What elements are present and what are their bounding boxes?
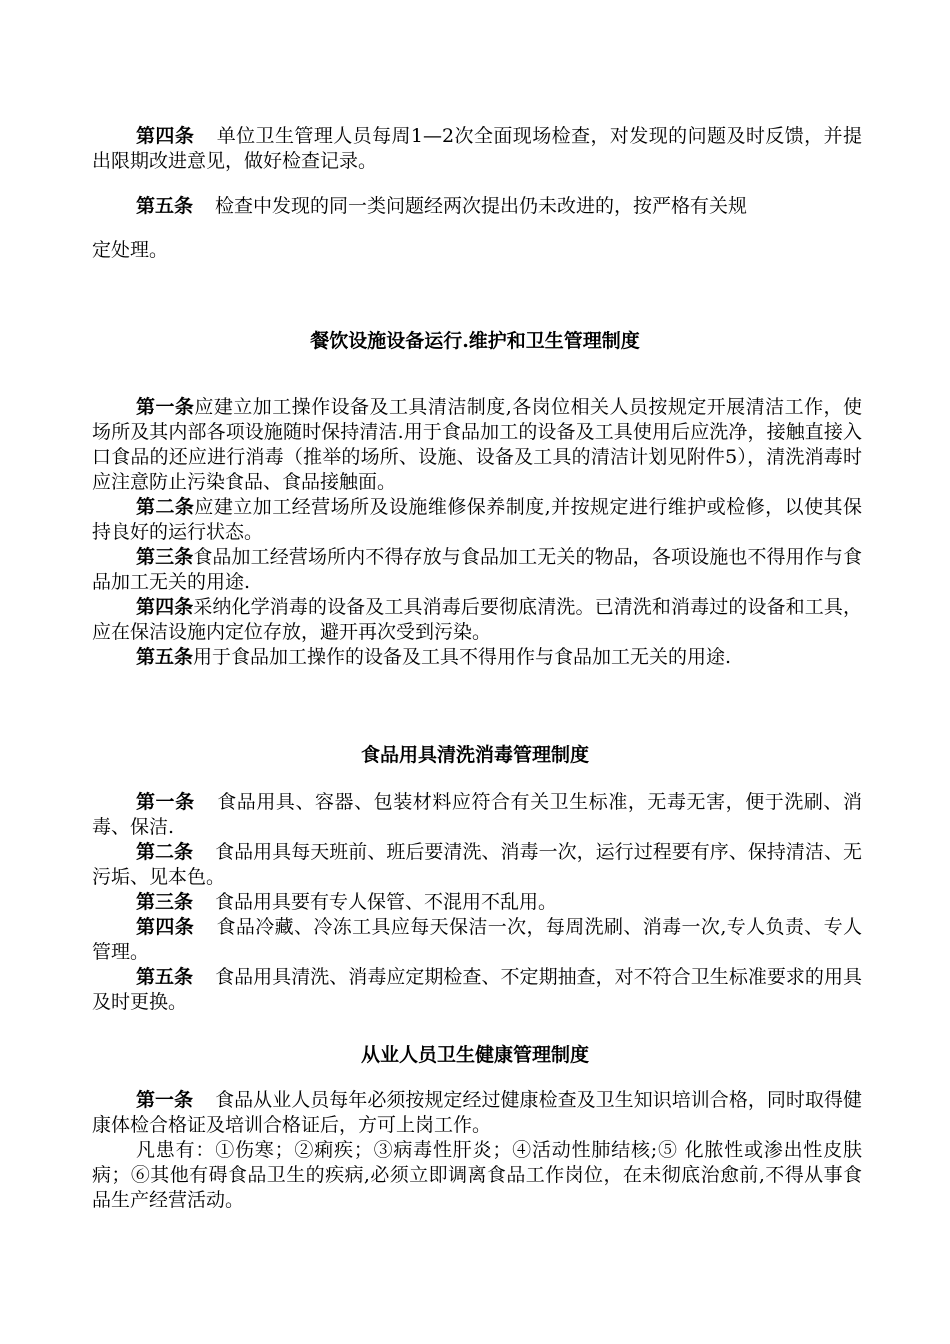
article <box>92 915 862 965</box>
article-text: 应建立加工操作设备及工具清洁制度,各岗位相关人员按规定开展清洁工作，使场所及其内部各项设施随时保持清洁.用于食品加工的设备及工具使用后应洗净，接触直接入口食品的还应进行消毒（推举的场所、设施、设备及工具的清洁计划见附件5），清洗消毒时应注意防止污染食品、食品接触面。 <box>92 396 862 493</box>
article-number: 第五条 <box>136 646 194 668</box>
section-3-body <box>0 1088 950 1213</box>
article <box>92 840 862 890</box>
paragraph <box>92 1138 862 1213</box>
article <box>92 595 862 645</box>
article-number: 第二条 <box>136 841 194 863</box>
article-text: 用于食品加工操作的设备及工具不得用作与食品加工无关的用途. <box>193 646 732 668</box>
article-number: 第四条 <box>136 916 195 938</box>
article-text: 定处理。 <box>92 239 169 261</box>
article <box>92 645 862 670</box>
article-text: 食品加工经营场所内不得存放与食品加工无关的物品，各项设施也不得用作与食品加工无关的用途. <box>92 546 862 593</box>
article-number: 第一条 <box>136 396 195 418</box>
article <box>92 790 862 840</box>
article <box>92 890 862 915</box>
article-text: 食品用具清洗、消毒应定期检查、不定期抽查，对不符合卫生标准要求的用具及时更换。 <box>92 966 862 1013</box>
article-text: 应建立加工经营场所及设施维修保养制度,并按规定进行维护或检修，以使其保持良好的运行状态。 <box>92 496 862 543</box>
section-2-body <box>0 790 950 1015</box>
article-text: 食品冷藏、冷冻工具应每天保洁一次，每周洗刷、消毒一次,专人负责、专人管理。 <box>92 916 862 963</box>
article-text: 凡患有：①伤寒；②痢疾；③病毒性肝炎；④活动性肺结核;⑤ 化脓性或渗出性皮肤病；⑥其他有碍食品卫生的疾病,必须立即调离食品工作岗位，在未彻底治愈前,不得从事食品生产经营活动。 <box>92 1139 862 1211</box>
article-number: 第三条 <box>136 891 194 913</box>
article-text: 采纳化学消毒的设备及工具消毒后要彻底清洗。已清洗和消毒过的设备和工具，应在保洁设施内定位存放，避开再次受到污染。 <box>92 596 862 643</box>
article-text: 食品用具每天班前、班后要清洗、消毒一次，运行过程要有序、保持清洁、无污垢、见本色。 <box>92 841 862 888</box>
article-number: 第四条 <box>136 125 195 147</box>
article-number: 第一条 <box>136 791 195 813</box>
section-title: 餐饮设施设备运行.维护和卫生管理制度 <box>310 330 640 352</box>
article-number: 第四条 <box>136 596 194 618</box>
article-text: 食品从业人员每年必须按规定经过健康检查及卫生知识培训合格，同时取得健康体检合格证及培训合格证后，方可上岗工作。 <box>92 1089 862 1136</box>
section-1-body <box>0 395 950 670</box>
article <box>92 395 862 495</box>
article <box>92 495 862 545</box>
article <box>92 965 862 1015</box>
section-title: 食品用具清洗消毒管理制度 <box>360 744 589 766</box>
article-text: 单位卫生管理人员每周1—2次全面现场检查，对发现的问题及时反馈，并提出限期改进意见，做好检查记录。 <box>92 125 862 172</box>
article-number: 第二条 <box>136 496 195 518</box>
intro-article-5 <box>92 194 862 219</box>
article-text: 食品用具要有专人保管、不混用不乱用。 <box>215 891 558 913</box>
article <box>92 1088 862 1138</box>
article-number: 第一条 <box>136 1089 194 1111</box>
article <box>92 545 862 595</box>
article-number: 第三条 <box>136 546 194 568</box>
section-title: 从业人员卫生健康管理制度 <box>360 1044 589 1066</box>
article-text: 食品用具、容器、包装材料应符合有关卫生标准，无毒无害，便于洗刷、消毒、保洁. <box>92 791 862 838</box>
intro-article-5-continued <box>92 238 862 263</box>
article-number: 第五条 <box>136 966 194 988</box>
article-text: 检查中发现的同一类问题经两次提出仍未改进的，按严格有关规 <box>215 195 748 217</box>
article-number: 第五条 <box>136 195 194 217</box>
intro-article-4 <box>92 124 862 174</box>
